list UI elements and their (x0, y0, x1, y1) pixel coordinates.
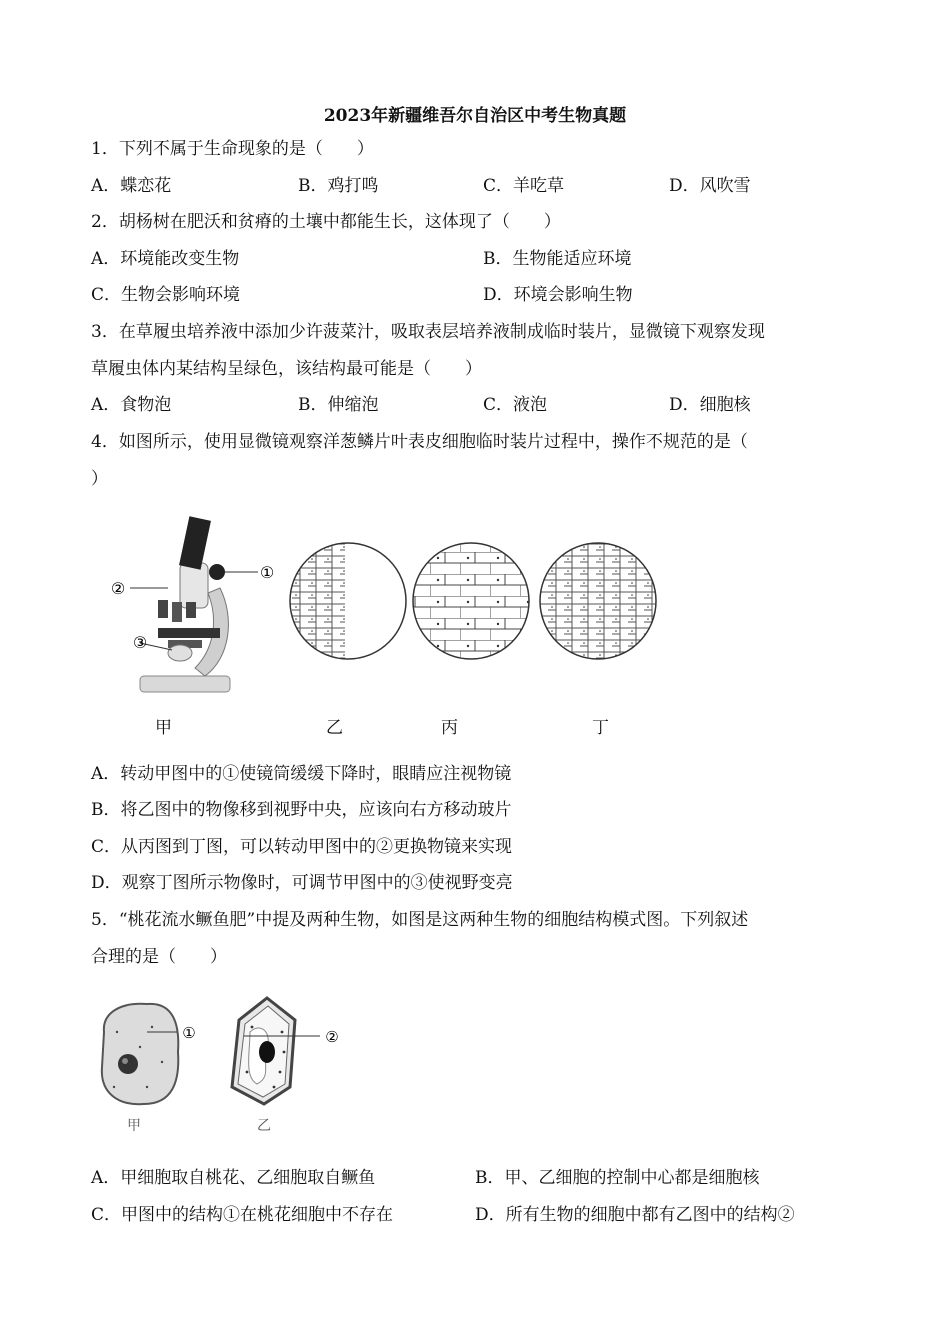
cell-label-jia: 甲 (127, 1118, 141, 1134)
figure-label-yi: 乙 (326, 718, 343, 738)
plant-cell-drawing (232, 998, 320, 1104)
marker-2: ② (110, 579, 126, 598)
marker-3: ③ (132, 633, 148, 652)
field-bing (413, 543, 533, 663)
figure-label-ding: 丁 (592, 718, 609, 738)
q5-option-b: B．甲、乙细胞的控制中心都是细胞核 (475, 1168, 760, 1188)
q3-option-a: A．食物泡 (91, 395, 172, 415)
q2-option-c: C．生物会影响环境 (91, 285, 241, 305)
animal-cell-drawing (102, 1004, 178, 1104)
cell-marker-2: ② (325, 1028, 339, 1046)
q1-option-d: D．风吹雪 (669, 176, 751, 196)
q4-option-c: C．从丙图到丁图，可以转动甲图中的②更换物镜来实现 (91, 837, 513, 857)
field-yi (290, 543, 345, 663)
q5-option-c: C．甲图中的结构①在桃花细胞中不存在 (91, 1205, 394, 1225)
cell-marker-1: ① (182, 1024, 196, 1042)
q3-option-d: D．细胞核 (669, 395, 751, 415)
figure-label-jia: 甲 (155, 718, 172, 738)
microscope-drawing (130, 516, 258, 692)
microscope-figure (100, 508, 670, 698)
q3-option-b: B．伸缩泡 (298, 395, 379, 415)
question-5-stem-line1: 5．“桃花流水鳜鱼肥”中提及两种生物，如图是这两种生物的细胞结构模式图。下列叙述 (91, 910, 749, 930)
q1-option-c: C．羊吃草 (483, 176, 565, 196)
q1-option-a: A．蝶恋花 (91, 176, 172, 196)
cell-label-yi: 乙 (257, 1118, 271, 1134)
question-5-stem-line2: 合理的是（ ） (91, 947, 227, 967)
question-4-stem-line1: 4．如图所示，使用显微镜观察洋葱鳞片叶表皮细胞临时装片过程中，操作不规范的是（ (91, 432, 748, 452)
q3-option-c: C．液泡 (483, 395, 548, 415)
cell-figure (92, 992, 352, 1138)
q2-option-a: A．环境能改变生物 (91, 249, 240, 269)
page-title: 2023年新疆维吾尔自治区中考生物真题 (323, 106, 627, 126)
q4-option-b: B．将乙图中的物像移到视野中央，应该向右方移动玻片 (91, 800, 512, 820)
marker-1: ① (259, 563, 275, 582)
q4-option-a: A．转动甲图中的①使镜筒缓缓下降时，眼睛应注视物镜 (91, 764, 512, 784)
question-3-stem-line2: 草履虫体内某结构呈绿色，该结构最可能是（ ） (91, 359, 482, 379)
figure-label-bing: 丙 (441, 718, 458, 738)
q2-option-b: B．生物能适应环境 (483, 249, 632, 269)
question-2-stem: 2．胡杨树在肥沃和贫瘠的土壤中都能生长，这体现了（ ） (91, 212, 561, 232)
question-1-stem: 1．下列不属于生命现象的是（ ） (91, 139, 374, 159)
q1-option-b: B．鸡打鸣 (298, 176, 379, 196)
question-3-stem-line1: 3．在草履虫培养液中添加少许菠菜汁，吸取表层培养液制成临时装片，显微镜下观察发现 (91, 322, 765, 342)
q4-option-d: D．观察丁图所示物像时，可调节甲图中的③使视野变亮 (91, 873, 513, 893)
q5-option-a: A．甲细胞取自桃花、乙细胞取自鳜鱼 (91, 1168, 376, 1188)
question-4-stem-line2: ） (91, 469, 108, 489)
q2-option-d: D．环境会影响生物 (483, 285, 633, 305)
q5-option-d: D．所有生物的细胞中都有乙图中的结构② (475, 1205, 795, 1225)
field-ding (540, 543, 660, 663)
